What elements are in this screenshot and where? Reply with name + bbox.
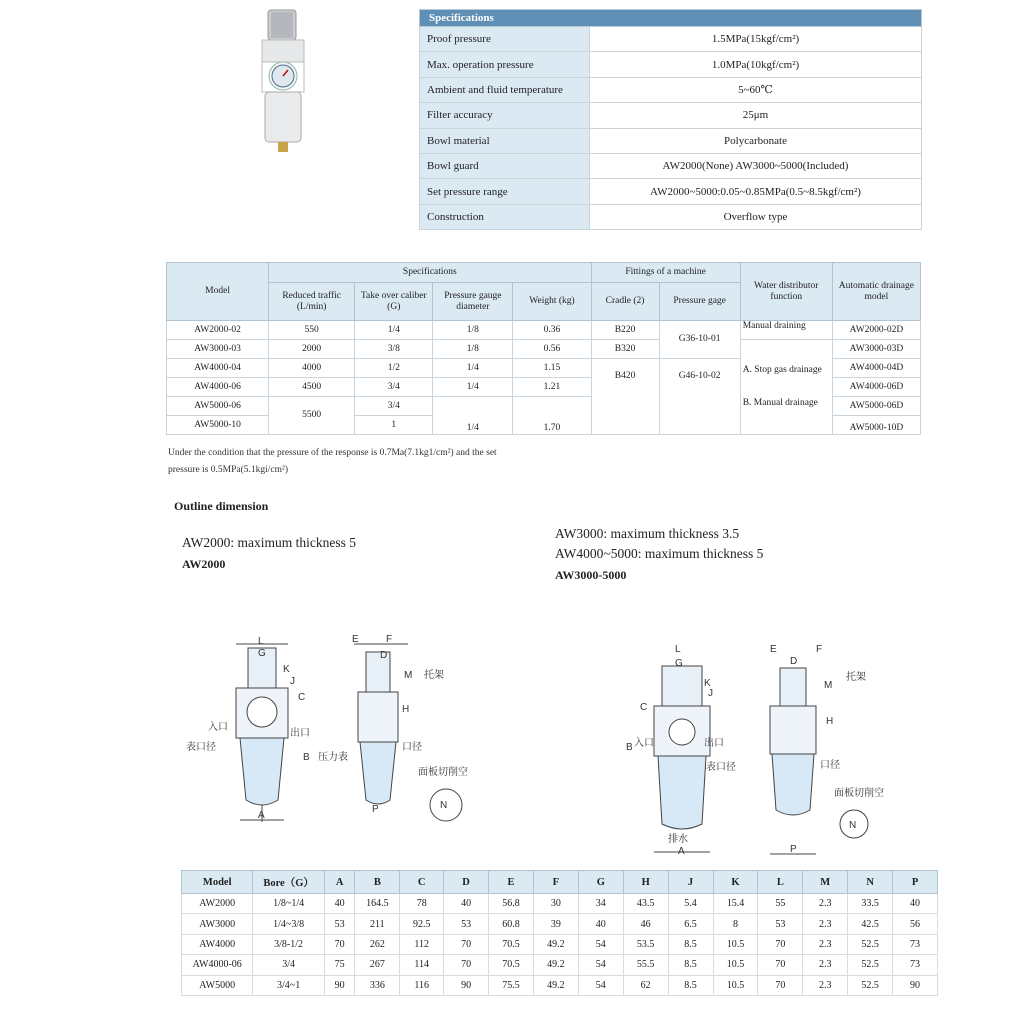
- table-cell: 90: [444, 975, 489, 995]
- table-cell: 2.3: [803, 975, 848, 995]
- table-row: AW4000-04 4000 1/2 1/4 1.15 B420 G46-10-02 AW4000-04D: [167, 359, 921, 378]
- table-cell: 164.5: [355, 894, 400, 914]
- dim-letter: K: [283, 664, 290, 675]
- col-fittings: Fittings of a machine: [591, 263, 740, 283]
- table-cell: 55.5: [623, 955, 668, 975]
- table-cell: 53.5: [623, 934, 668, 954]
- table-row: [182, 934, 938, 954]
- dim-letter: F: [386, 634, 393, 645]
- dim-col-header: D: [444, 871, 489, 894]
- table-cell: 52.5: [848, 955, 893, 975]
- table-cell: 8: [713, 914, 758, 934]
- table-cell: 267: [355, 955, 400, 975]
- table-cell: 336: [355, 975, 400, 995]
- dim-col-header: G: [578, 871, 623, 894]
- gauge-port-label: 表口径: [706, 762, 736, 773]
- table-row: Bowl material Polycarbonate: [420, 128, 922, 153]
- table-cell: 8.5: [668, 975, 713, 995]
- table-cell: 116: [400, 975, 444, 995]
- table-cell: 53: [444, 914, 489, 934]
- dim-col-header: A: [324, 871, 355, 894]
- table-cell: 56: [893, 914, 938, 934]
- table-cell: 53: [758, 914, 803, 934]
- port-label: 口径: [820, 760, 840, 771]
- table-cell: 60.8: [489, 914, 534, 934]
- dimension-table: [181, 870, 938, 996]
- dim-col-header: M: [803, 871, 848, 894]
- table-cell: 70: [324, 934, 355, 954]
- table-cell: AW4000: [182, 934, 253, 954]
- table-cell: 5.4: [668, 894, 713, 914]
- dim-col-header: L: [758, 871, 803, 894]
- dim-letter: B: [626, 742, 633, 753]
- table-cell: 52.5: [848, 975, 893, 995]
- aw3000-thickness: AW3000: maximum thickness 3.5: [555, 526, 740, 541]
- table-cell: 2.3: [803, 914, 848, 934]
- drain-label: 排水: [668, 834, 688, 845]
- dim-col-header: J: [668, 871, 713, 894]
- table-row: Ambient and fluid temperature 5~60℃: [420, 77, 922, 102]
- bracket-label: 托架: [846, 672, 866, 683]
- inlet-label: 入口: [634, 738, 654, 749]
- table-cell: 78: [400, 894, 444, 914]
- gauge-label: 压力表: [318, 752, 348, 763]
- table-cell: 53: [324, 914, 355, 934]
- table-cell: 262: [355, 934, 400, 954]
- aw2000-label: AW2000: [182, 557, 226, 571]
- table-cell: 70: [444, 934, 489, 954]
- bracket-label: 托架: [424, 670, 444, 681]
- table-cell: 30: [533, 894, 578, 914]
- table-cell: 114: [400, 955, 444, 975]
- aw2000-thickness: AW2000: maximum thickness 5: [182, 535, 357, 550]
- table-cell: 6.5: [668, 914, 713, 934]
- table-cell: 3/8-1/2: [253, 934, 324, 954]
- table-cell: 3/4~1: [253, 975, 324, 995]
- table-cell: 40: [578, 914, 623, 934]
- condition-note: Under the condition that the pressure of the response is 0.7Ma(7.1kg1/cm²) and the set pressure is 0.5MPa(5.1kgi/cm²): [168, 448, 497, 475]
- inlet-label: 入口: [208, 722, 228, 733]
- table-cell: 2.3: [803, 894, 848, 914]
- table-cell: 49.2: [533, 975, 578, 995]
- col-traffic: Reduced traffic (L/min): [269, 283, 355, 321]
- col-pressure-gage: Pressure gage: [659, 283, 740, 321]
- dim-col-header: C: [400, 871, 444, 894]
- col-model: Model: [167, 263, 269, 321]
- table-cell: 73: [893, 934, 938, 954]
- table-cell: 62: [623, 975, 668, 995]
- col-gauge-diameter: Pressure gauge diameter: [433, 283, 513, 321]
- table-cell: 43.5: [623, 894, 668, 914]
- table-cell: 54: [578, 955, 623, 975]
- aw3000-label: AW3000-5000: [555, 568, 627, 582]
- table-cell: 112: [400, 934, 444, 954]
- dim-letter: P: [372, 804, 379, 815]
- table-cell: 34: [578, 894, 623, 914]
- outlet-label: 出口: [290, 728, 310, 739]
- dim-letter: D: [380, 650, 388, 661]
- table-cell: 54: [578, 975, 623, 995]
- table-cell: 211: [355, 914, 400, 934]
- col-water: Water distributor function: [740, 263, 832, 321]
- table-cell: 73: [893, 955, 938, 975]
- dim-letter: P: [790, 844, 797, 855]
- dim-letter: L: [258, 636, 264, 647]
- table-cell: 70: [758, 934, 803, 954]
- model-table: [166, 262, 921, 435]
- table-row: Construction Overflow type: [420, 204, 922, 229]
- table-cell: 75.5: [489, 975, 534, 995]
- table-row: Filter accuracy 25μm: [420, 103, 922, 128]
- spec-header: Specifications: [420, 10, 922, 27]
- table-cell: 70.5: [489, 934, 534, 954]
- dim-letter: B: [303, 752, 310, 763]
- dim-col-header: Model: [182, 871, 253, 894]
- table-row: [182, 894, 938, 914]
- table-cell: 3/4: [253, 955, 324, 975]
- table-cell: 52.5: [848, 934, 893, 954]
- table-row: AW4000-06 4500 3/4 1/4 1.21 AW4000-06D: [167, 378, 921, 397]
- dim-letter: M: [824, 680, 833, 691]
- col-weight: Weight (kg): [513, 283, 591, 321]
- table-cell: 56.8: [489, 894, 534, 914]
- table-cell: 39: [533, 914, 578, 934]
- table-cell: 49.2: [533, 934, 578, 954]
- dim-col-header: H: [623, 871, 668, 894]
- port-label: 口径: [402, 742, 422, 753]
- table-row: Set pressure range AW2000~5000:0.05~0.85MPa(0.5~8.5kgf/cm²): [420, 179, 922, 204]
- table-cell: 40: [324, 894, 355, 914]
- col-specifications: Specifications: [269, 263, 591, 283]
- table-row: [182, 975, 938, 995]
- table-cell: 8.5: [668, 934, 713, 954]
- table-cell: 70: [444, 955, 489, 975]
- table-cell: 55: [758, 894, 803, 914]
- table-row: Max. operation pressure 1.0MPa(10kgf/cm²): [420, 52, 922, 77]
- specifications-table: [419, 9, 922, 230]
- dim-letter: N: [440, 800, 448, 811]
- dim-letter: A: [678, 846, 685, 857]
- product-image: [258, 8, 308, 158]
- table-row: AW2000-02 550 1/4 1/8 0.36 B220 G36-10-01 Manual draining AW2000-02D: [167, 321, 921, 340]
- table-cell: 70: [758, 975, 803, 995]
- aw2000-drawing: [178, 630, 488, 830]
- dim-letter: G: [258, 648, 266, 659]
- aw3000-drawing: [620, 640, 910, 860]
- col-caliber: Take over caliber (G): [355, 283, 433, 321]
- dim-letter: C: [640, 702, 648, 713]
- dim-letter: G: [675, 658, 683, 669]
- table-cell: 75: [324, 955, 355, 975]
- table-cell: 42.5: [848, 914, 893, 934]
- col-cradle: Cradle (2): [591, 283, 659, 321]
- outline-heading: Outline dimension: [174, 499, 269, 513]
- table-cell: 33.5: [848, 894, 893, 914]
- table-cell: 40: [893, 894, 938, 914]
- table-cell: 15.4: [713, 894, 758, 914]
- table-row: AW5000-10 1 AW5000-10D: [167, 416, 921, 435]
- panel-cut-label: 面板切削空: [418, 767, 468, 778]
- dim-letter: J: [290, 676, 295, 687]
- dim-letter: C: [298, 692, 306, 703]
- aw4000-thickness: AW4000~5000: maximum thickness 5: [555, 546, 764, 561]
- dim-letter: L: [675, 644, 681, 655]
- table-cell: 1/4~3/8: [253, 914, 324, 934]
- dim-letter: K: [704, 678, 711, 689]
- dim-letter: H: [826, 716, 834, 727]
- dim-col-header: P: [893, 871, 938, 894]
- dim-col-header: Bore（G）: [253, 871, 324, 894]
- dim-letter: A: [258, 810, 265, 821]
- dim-letter: E: [352, 634, 359, 645]
- col-auto-drain: Automatic drainage model: [832, 263, 920, 321]
- dim-col-header: F: [533, 871, 578, 894]
- dim-letter: J: [708, 688, 713, 699]
- table-row: AW3000-03 2000 3/8 1/8 0.56 B320 A. Stop gas drainage B. Manual drainage AW3000-03D: [167, 340, 921, 359]
- table-cell: AW2000: [182, 894, 253, 914]
- table-cell: 90: [324, 975, 355, 995]
- dim-col-header: E: [489, 871, 534, 894]
- dim-col-header: B: [355, 871, 400, 894]
- table-cell: 92.5: [400, 914, 444, 934]
- dim-letter: H: [402, 704, 410, 715]
- table-row: AW5000-06 5500 3/4 1/4 1.70 AW5000-06D: [167, 397, 921, 416]
- table-cell: 40: [444, 894, 489, 914]
- outlet-label: 出口: [704, 738, 724, 749]
- table-cell: 46: [623, 914, 668, 934]
- dim-col-header: N: [848, 871, 893, 894]
- dim-letter: M: [404, 670, 413, 681]
- table-cell: 54: [578, 934, 623, 954]
- table-cell: 10.5: [713, 955, 758, 975]
- dim-letter: D: [790, 656, 798, 667]
- table-cell: AW3000: [182, 914, 253, 934]
- table-cell: 90: [893, 975, 938, 995]
- table-row: [182, 955, 938, 975]
- table-row: Proof pressure 1.5MPa(15kgf/cm²): [420, 27, 922, 52]
- table-cell: 8.5: [668, 955, 713, 975]
- table-cell: 70.5: [489, 955, 534, 975]
- table-cell: 70: [758, 955, 803, 975]
- gauge-port-label: 表口径: [186, 742, 216, 753]
- table-cell: 10.5: [713, 934, 758, 954]
- table-cell: 10.5: [713, 975, 758, 995]
- panel-cut-label: 面板切削空: [834, 788, 884, 799]
- table-row: [182, 914, 938, 934]
- table-cell: AW5000: [182, 975, 253, 995]
- table-cell: 2.3: [803, 955, 848, 975]
- dim-letter: N: [849, 820, 857, 831]
- table-cell: 2.3: [803, 934, 848, 954]
- dim-col-header: K: [713, 871, 758, 894]
- table-cell: AW4000-06: [182, 955, 253, 975]
- dim-letter: E: [770, 644, 777, 655]
- table-row: Bowl guard AW2000(None) AW3000~5000(Included): [420, 153, 922, 178]
- dim-letter: F: [816, 644, 823, 655]
- table-cell: 49.2: [533, 955, 578, 975]
- table-cell: 1/8~1/4: [253, 894, 324, 914]
